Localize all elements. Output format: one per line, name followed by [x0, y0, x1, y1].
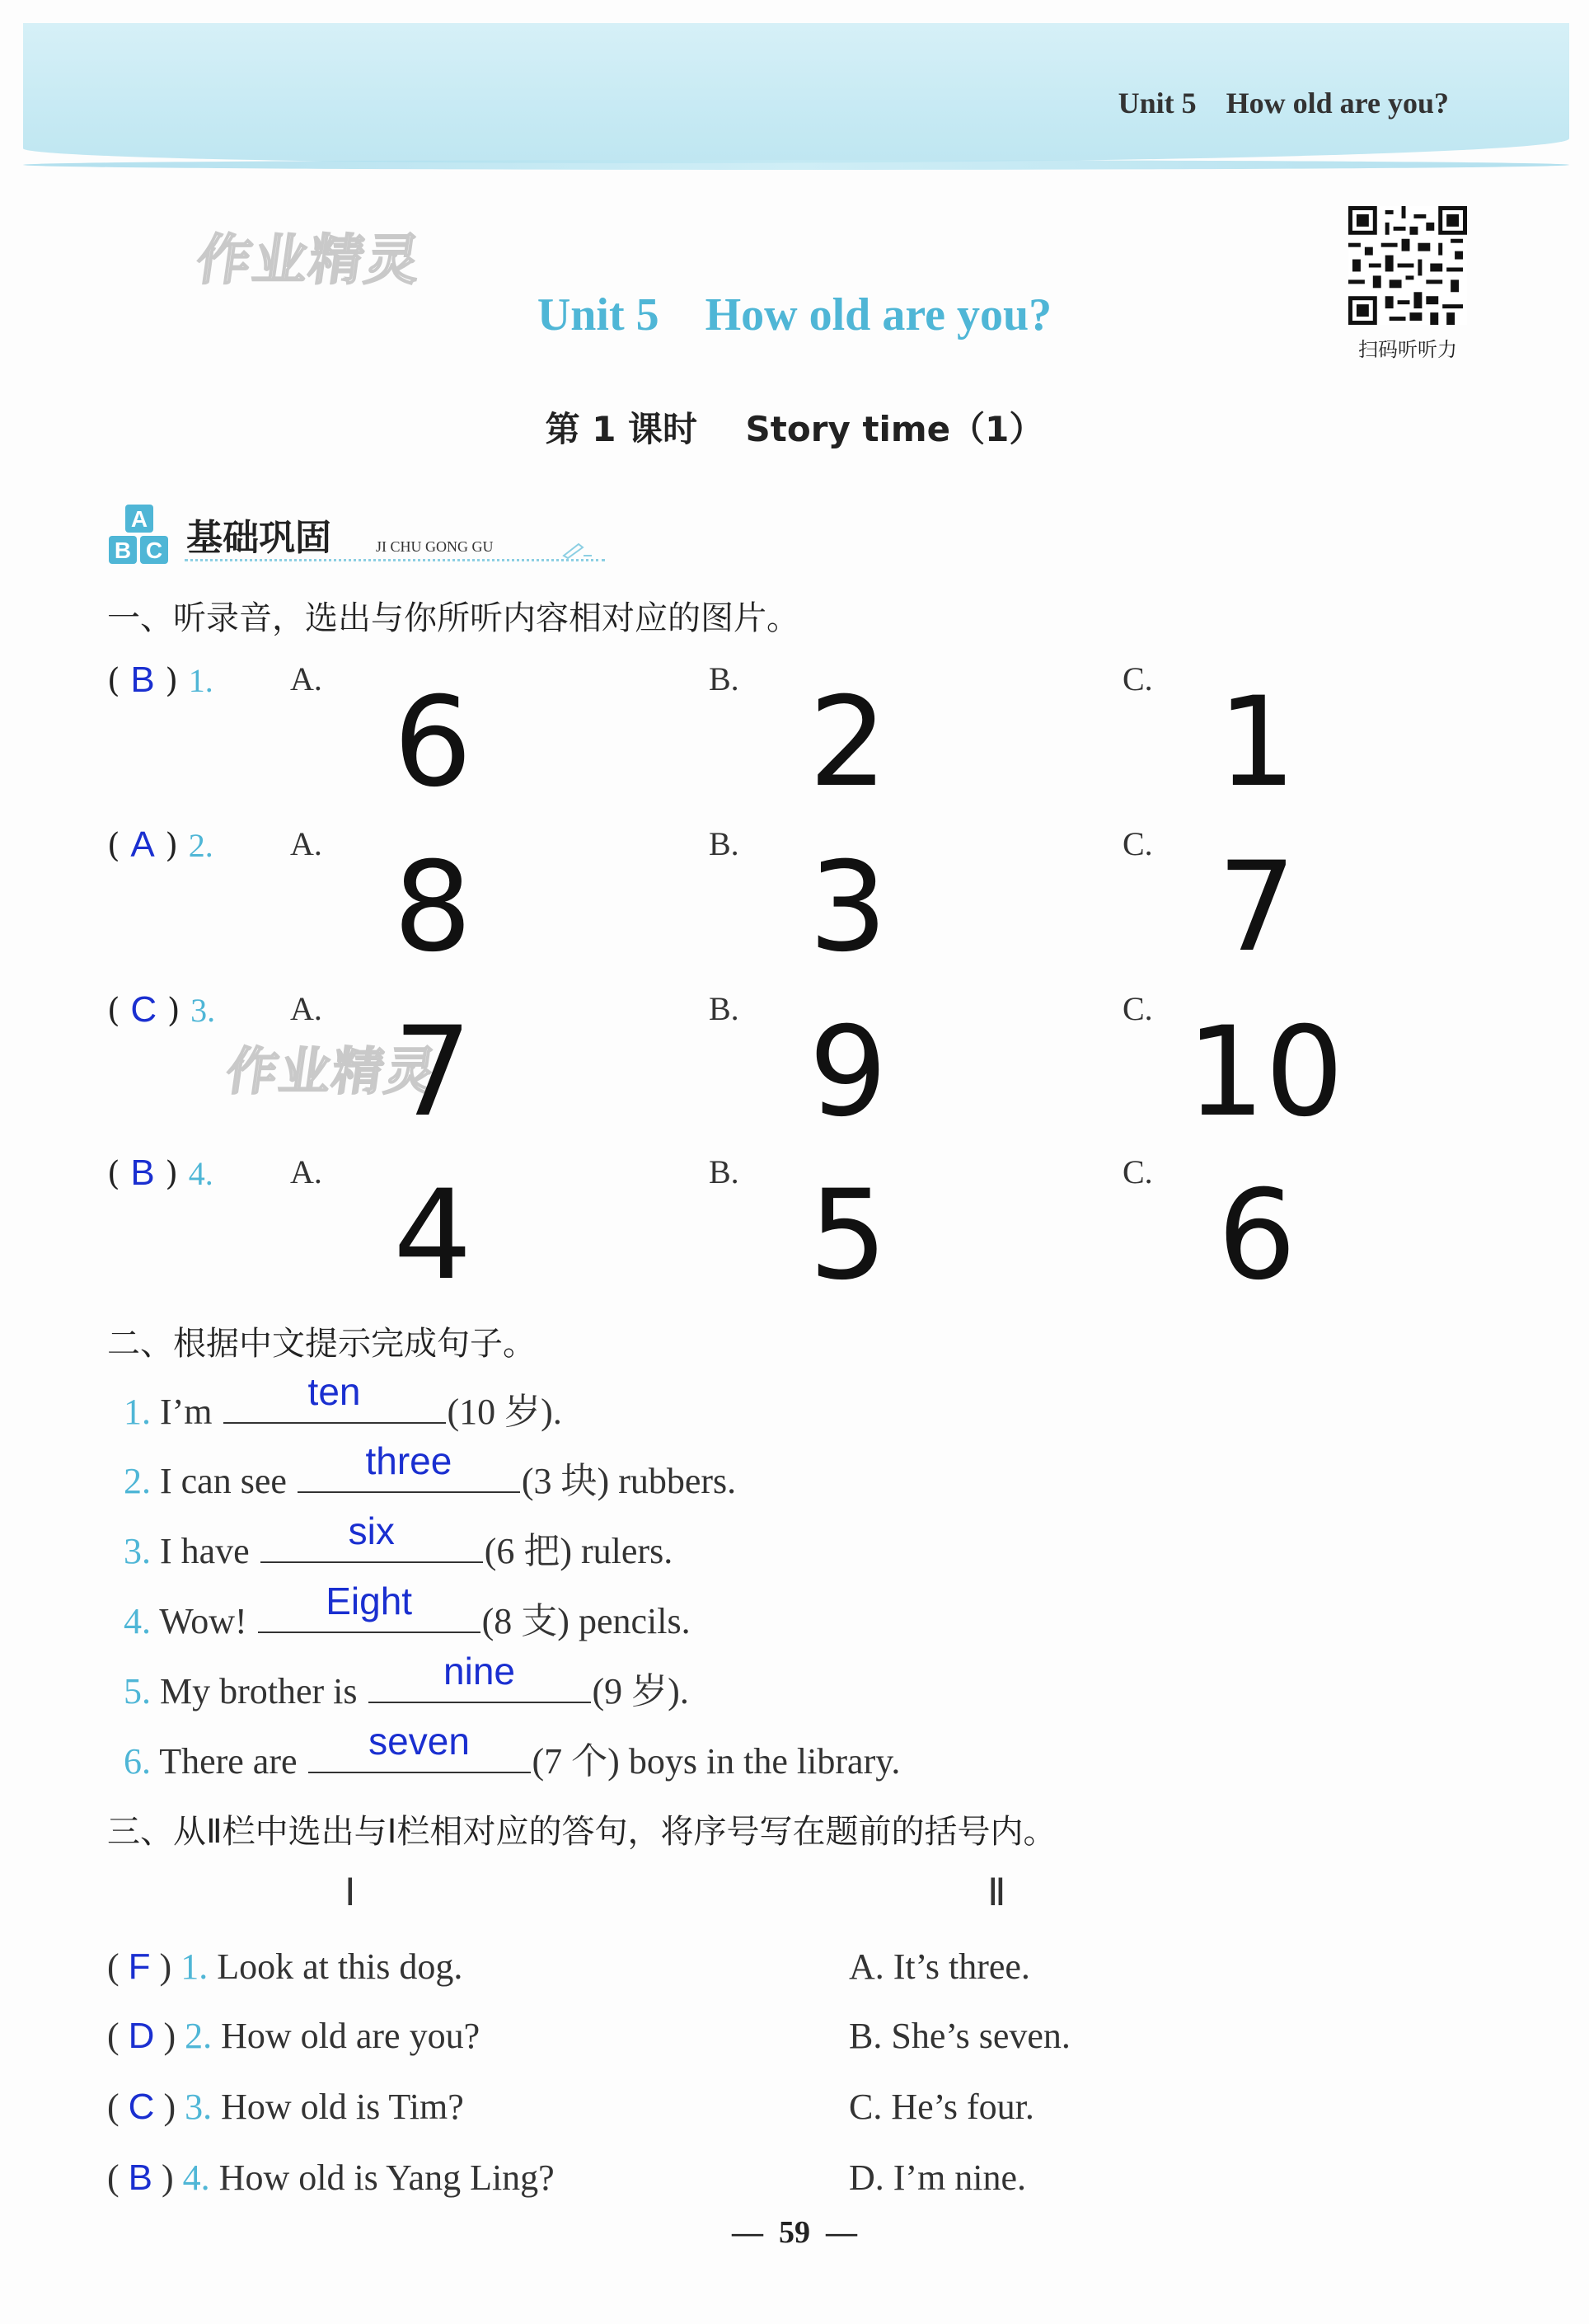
option-label[interactable]: C. [1123, 825, 1153, 862]
number-digit: 9 [809, 1001, 888, 1144]
answer-letter: D [128, 2016, 155, 2056]
ex1-heading: 一、听录音，选出与你所听内容相对应的图片。 [107, 599, 799, 637]
number-picture[interactable] [387, 1001, 478, 1144]
question-number: 1. [180, 1946, 209, 1987]
answer-blank[interactable] [308, 1720, 531, 1773]
option-label[interactable]: B. [709, 990, 739, 1027]
response-option: C. He’s four. [849, 2087, 1034, 2127]
watermark: 作业精灵 [223, 1041, 443, 1101]
ex2-sentence [124, 1720, 1360, 1797]
column-one-heading: Ⅰ [345, 1871, 356, 1913]
question-number: 3. [185, 2087, 213, 2127]
sentence-end: (10 岁). [447, 1392, 562, 1432]
number-digit: 6 [393, 671, 472, 815]
response-option: D. I’m nine. [849, 2157, 1027, 2198]
number-picture[interactable] [803, 1164, 893, 1308]
ex2-sentence [124, 1509, 1360, 1587]
question-number: 4. [124, 1601, 151, 1641]
ex3-item [107, 1946, 1508, 2012]
ex1-item [107, 824, 1508, 981]
ex3-item [107, 2086, 1508, 2152]
sentence-start: I have [160, 1531, 250, 1571]
answer-parentheses[interactable]: ( B ) [107, 2157, 183, 2198]
sentence-start: My brother is [160, 1671, 358, 1711]
watermark: 作业精灵 [192, 228, 426, 292]
option-label[interactable]: B. [709, 1153, 739, 1190]
ex2-sentence [124, 1650, 1360, 1727]
question-number: 1. [188, 662, 213, 699]
running-head: Unit 5 How old are you? [1118, 87, 1449, 120]
answer-text: three [365, 1439, 452, 1482]
answer-letter: C [130, 989, 157, 1030]
ex1-item [107, 1153, 1508, 1309]
answer-parentheses[interactable]: ( C ) [107, 2087, 185, 2127]
option-label[interactable]: C. [1123, 660, 1153, 697]
question-number: 1. [124, 1392, 151, 1432]
answer-letter: B [130, 1153, 155, 1193]
sentence-start: I’m [160, 1392, 213, 1432]
number-digit: 1 [1217, 671, 1296, 815]
question-text: Look at this dog. [217, 1946, 463, 1987]
number-picture[interactable] [387, 836, 478, 979]
answer-text: six [348, 1509, 395, 1552]
unit-title: Unit 5 How old are you? [537, 289, 1052, 340]
page-number: — 59 — [732, 2215, 857, 2250]
number-picture[interactable] [387, 1164, 478, 1308]
number-digit: 5 [809, 1164, 888, 1308]
question-number: 3. [190, 992, 216, 1029]
number-digit: 7 [1217, 836, 1296, 979]
response-option: B. She’s seven. [849, 2016, 1071, 2056]
sentence-end: (3 块) rubbers. [521, 1461, 737, 1501]
number-digit: 3 [809, 836, 888, 979]
question-number: 4. [182, 2157, 210, 2198]
answer-letter: F [128, 1946, 151, 1987]
answer-text: Eight [326, 1580, 413, 1622]
svg-text:C: C [145, 538, 163, 563]
section-pinyin: JI CHU GONG GU [376, 538, 494, 555]
option-label[interactable]: A. [290, 825, 322, 862]
answer-parentheses[interactable]: ( B ) 1. [107, 660, 213, 700]
number-picture[interactable] [1212, 836, 1302, 979]
answer-text: ten [307, 1370, 361, 1413]
abc-blocks-icon [107, 503, 171, 567]
number-digit: 2 [809, 671, 888, 815]
svg-text:B: B [114, 538, 132, 563]
answer-blank[interactable] [258, 1580, 480, 1633]
ex3-question [107, 2157, 555, 2198]
ex3-heading: 三、从Ⅱ栏中选出与Ⅰ栏相对应的答句，将序号写在题前的括号内。 [107, 1813, 1057, 1851]
answer-blank[interactable] [223, 1370, 446, 1424]
column-two-heading: Ⅱ [987, 1871, 1006, 1913]
pencil-icon [560, 541, 593, 559]
section-underline [185, 559, 605, 561]
question-number: 2. [188, 827, 213, 864]
option-label[interactable]: B. [709, 660, 739, 697]
sentence-end: (8 支) pencils. [481, 1601, 691, 1641]
option-label[interactable]: C. [1123, 990, 1153, 1027]
option-label[interactable]: A. [290, 1153, 322, 1190]
answer-text: nine [443, 1650, 516, 1693]
option-label[interactable]: A. [290, 990, 322, 1027]
question-number: 4. [188, 1155, 213, 1192]
sentence-start: There are [159, 1741, 298, 1782]
answer-letter: B [128, 2157, 153, 2198]
sentence-start: I can see [160, 1461, 287, 1501]
number-digit: 7 [393, 1001, 472, 1144]
ex2-sentence [124, 1370, 1360, 1448]
ex3-item [107, 2015, 1508, 2081]
sentence-start: Wow! [159, 1601, 247, 1641]
number-picture[interactable] [803, 836, 893, 979]
ex2-sentence [124, 1439, 1360, 1517]
answer-parentheses[interactable]: ( D ) [107, 2016, 185, 2056]
svg-text:A: A [130, 506, 148, 532]
answer-parentheses[interactable]: ( B ) 4. [107, 1153, 213, 1193]
ex2-heading: 二、根据中文提示完成句子。 [107, 1325, 536, 1363]
section-title: 基础巩固 [186, 517, 331, 559]
sentence-end: (6 把) rulers. [484, 1531, 673, 1571]
ex2-sentence [124, 1580, 1360, 1657]
answer-letter: B [130, 660, 155, 700]
ex1-item [107, 660, 1508, 816]
response-option: A. It’s three. [849, 1946, 1030, 1987]
sentence-end: (7 个) boys in the library. [532, 1741, 901, 1782]
answer-blank[interactable] [298, 1439, 520, 1493]
answer-parentheses[interactable]: ( A ) 2. [107, 824, 213, 865]
question-number: 2. [124, 1461, 151, 1501]
number-picture[interactable] [1212, 671, 1302, 815]
question-text: How old is Yang Ling? [218, 2157, 555, 2198]
answer-blank[interactable] [368, 1650, 591, 1703]
option-label[interactable]: B. [709, 825, 739, 862]
answer-letter: C [128, 2087, 155, 2127]
number-digit: 10 [1186, 1001, 1344, 1144]
number-digit: 4 [393, 1164, 472, 1308]
number-picture[interactable] [1212, 1164, 1302, 1308]
question-number: 5. [124, 1671, 151, 1711]
answer-letter: A [130, 824, 155, 865]
ex3-question [107, 2016, 480, 2056]
number-digit: 6 [1217, 1164, 1296, 1308]
ex3-question [107, 2087, 464, 2127]
option-label[interactable]: C. [1123, 1153, 1153, 1190]
ex1-item [107, 989, 1508, 1146]
answer-parentheses[interactable]: ( F ) [107, 1946, 181, 1987]
number-picture[interactable] [1186, 1001, 1344, 1144]
answer-blank[interactable] [260, 1509, 483, 1563]
lesson-title: 第 1 课时 Story time（1） [545, 409, 1044, 449]
number-picture[interactable] [803, 1001, 893, 1144]
number-picture[interactable] [387, 671, 478, 815]
answer-parentheses[interactable]: ( C ) 3. [107, 989, 216, 1030]
question-text: How old is Tim? [221, 2087, 464, 2127]
number-picture[interactable] [803, 671, 893, 815]
ex3-item [107, 2157, 1508, 2223]
number-digit: 8 [393, 836, 472, 979]
question-number: 2. [185, 2016, 213, 2056]
answer-text: seven [368, 1720, 470, 1763]
sentence-end: (9 岁). [592, 1671, 689, 1711]
option-label[interactable]: A. [290, 660, 322, 697]
question-number: 3. [124, 1531, 151, 1571]
ex3-question [107, 1946, 462, 1987]
question-number: 6. [124, 1741, 151, 1782]
qr-label: 扫码听听力 [1358, 338, 1457, 361]
question-text: How old are you? [221, 2016, 480, 2056]
